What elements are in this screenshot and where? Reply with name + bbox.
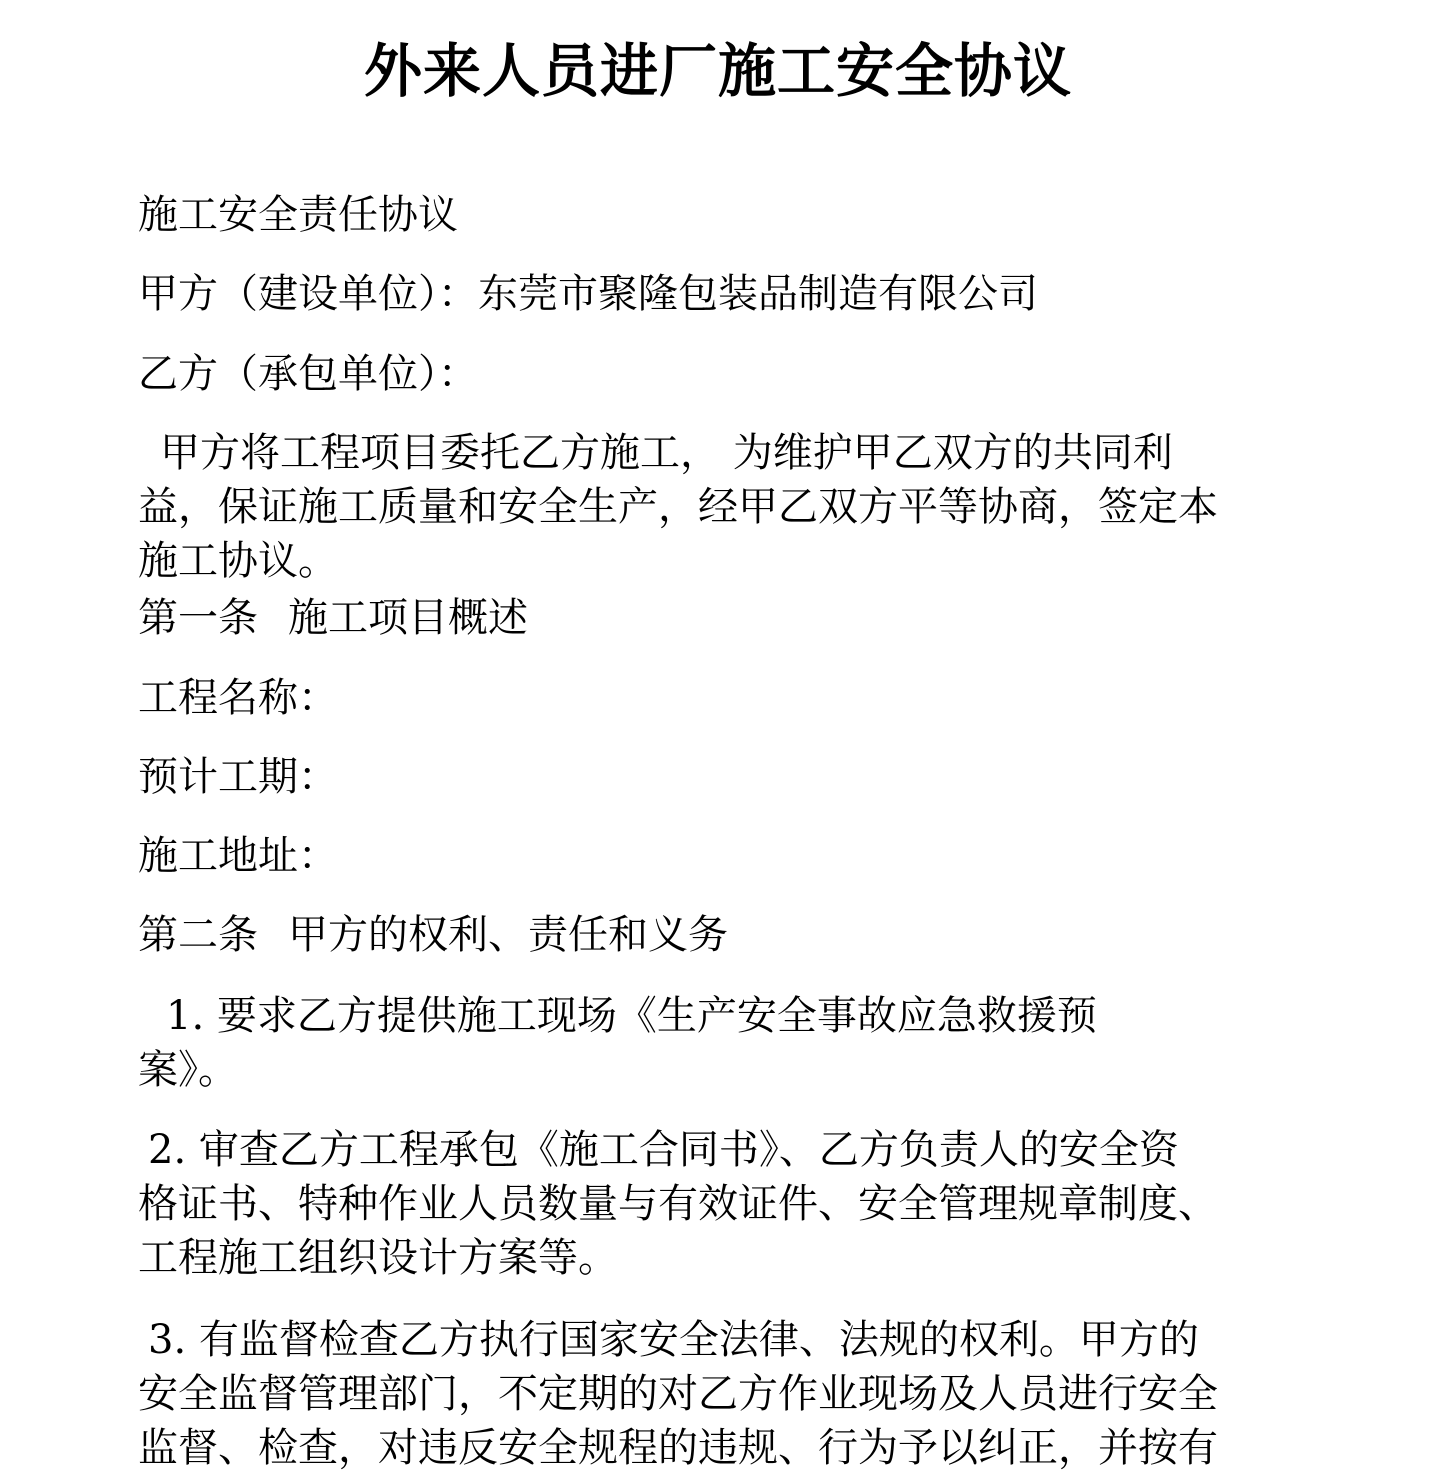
article-2-number: 第二条 xyxy=(138,912,258,958)
subtitle: 施工安全责任协议 xyxy=(138,192,458,238)
article-2-title: 甲方的权利、责任和义务 xyxy=(288,912,728,958)
project-name-field: 工程名称： xyxy=(138,675,338,721)
item-1-line-1: 1. 要求乙方提供施工现场《生产安全事故应急救援预 xyxy=(166,993,1097,1039)
article-1-heading xyxy=(138,591,528,645)
item-1-line-2: 案》。 xyxy=(138,1047,238,1093)
item-3-line-3: 监督、检查，对违反安全规程的违规、行为予以纠正，并按有 xyxy=(138,1425,1218,1471)
article-1-title: 施工项目概述 xyxy=(288,595,528,641)
party-a-line: 甲方（建设单位）：东莞市聚隆包装品制造有限公司 xyxy=(138,271,1038,317)
article-2-item-1 xyxy=(138,989,1298,1097)
article-2-item-2 xyxy=(138,1123,1298,1285)
item-2-line-2: 格证书、特种作业人员数量与有效证件、安全管理规章制度、 xyxy=(138,1181,1218,1227)
article-2-heading xyxy=(138,908,728,962)
article-1-number: 第一条 xyxy=(138,595,258,641)
item-2-line-3: 工程施工组织设计方案等。 xyxy=(138,1235,618,1281)
item-3-line-1: 3. 有监督检查乙方执行国家安全法律、法规的权利。甲方的 xyxy=(148,1317,1199,1363)
item-3-line-2: 安全监督管理部门，不定期的对乙方作业现场及人员进行安全 xyxy=(138,1371,1218,1417)
intro-paragraph xyxy=(138,426,1298,588)
intro-line-2: 益，保证施工质量和安全生产，经甲乙双方平等协商，签定本 xyxy=(138,484,1218,530)
party-b-line: 乙方（承包单位）： xyxy=(138,351,478,397)
address-field: 施工地址： xyxy=(138,833,338,879)
duration-field: 预计工期： xyxy=(138,754,338,800)
item-2-line-1: 2. 审查乙方工程承包《施工合同书》、乙方负责人的安全资 xyxy=(148,1127,1179,1173)
intro-line-1: 甲方将工程项目委托乙方施工， 为维护甲乙双方的共同利 xyxy=(160,430,1173,476)
article-2-item-3 xyxy=(138,1313,1298,1475)
document-title: 外来人员进厂施工安全协议 xyxy=(363,37,1072,105)
intro-line-3: 施工协议。 xyxy=(138,538,338,584)
